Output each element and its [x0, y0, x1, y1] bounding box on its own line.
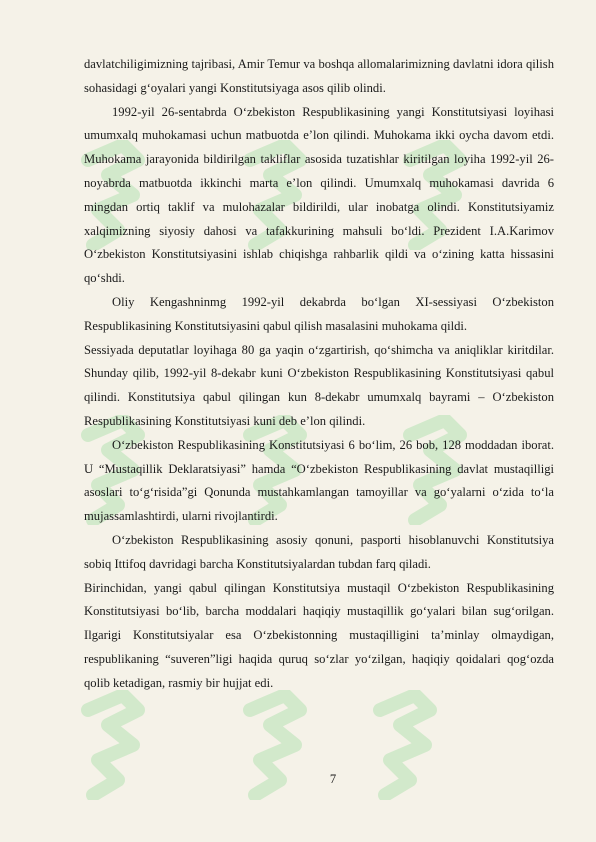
- paragraph: O‘zbekiston Respublikasining Konstitutsiyasi 6 bo‘lim, 26 bob, 128 moddadan iborat. U “Mustaqillik Deklaratsiyasi” hamda “O‘zbekiston Respublikasining davlat mustaqilligi asoslari to‘g‘risida”gi Qonunda mustahkamlangan tamoyillar va go‘yalarni o‘zida to‘la mujassamlashtirdi, ularni rivojlantirdi.: [84, 437, 554, 524]
- paragraph: 1992-yil 26-sentabrda O‘zbekiston Respublikasining yangi Konstitutsiyasi loyihasi umumxalq muhokamasi uchun matbuotda e’lon qilindi. Muhokama ikki oycha davom etdi. Muhokama jarayonida bildirilgan takliflar asosida tuzatishlar kiritilgan loyiha 1992-yil 26-noyabrda matbuotda ikkinchi marta e’lon qilindi. Umumxalq muhokamasi davrida 6 mingdan ortiq taklif va mulohazalar bildirildi, ular inobatga olindi. Konstitutsiyamiz xalqimizning siyosiy dahosi va tafakkurining mahsuli bo‘ldi. Prezident I.A.Karimov O‘zbekiston Konstitutsiyasini ishlab chiqishga rahbarlik qildi va o‘zining katta hissasini qo‘shdi.: [84, 104, 554, 286]
- paragraph: Birinchidan, yangi qabul qilingan Konstitutsiya mustaqil O‘zbekiston Respublikasining Konstitutsiyasi bo‘lib, barcha moddalari haqiqiy mustaqillik go‘yalari bilan sug‘orilgan. Ilgarigi Konstitutsiyalar esa O‘zbekistonning mustaqilligini ta’minlay olmaydigan, respublikaning “suveren”ligi haqida quruq so‘zlar yo‘zilgan, haqiqiy qoidalari qog‘ozda qolib ketadigan, rasmiy bir hujjat edi.: [84, 580, 554, 690]
- body-text: [84, 53, 554, 696]
- paragraph: Sessiyada deputatlar loyihaga 80 ga yaqin o‘zgartirish, qo‘shimcha va aniqliklar kiritdilar. Shunday qilib, 1992-yil 8-dekabr kuni O‘zbekiston Respublikasining Konstitutsiyasi qabul qilindi. Konstitutsiya qabul qilingan kun 8-dekabr umumxalq bayrami – O‘zbekiston Respublikasining Konstitutsiyasi kuni deb e’lon qilindi.: [84, 342, 554, 428]
- paragraph: davlatchiligimizning tajribasi, Amir Temur va boshqa allomalarimizning davlatni idora qilish sohasidagi g‘oyalari yangi Konstitutsiyaga asos qilib olindi.: [84, 57, 554, 95]
- paragraph: Oliy Kengashninmg 1992-yil dekabrda bo‘lgan XI-sessiyasi O‘zbekiston Respublikasining Konstitutsiyasini qabul qilish masalasini muhokama qildi.: [84, 294, 554, 333]
- page-number: 7: [329, 772, 337, 786]
- paragraph: O‘zbekiston Respublikasining asosiy qonuni, pasporti hisoblanuvchi Konstitutsiya sobiq Ittifoq davridagi barcha Konstitutsiyalardan tubdan farq qiladi.: [84, 532, 554, 571]
